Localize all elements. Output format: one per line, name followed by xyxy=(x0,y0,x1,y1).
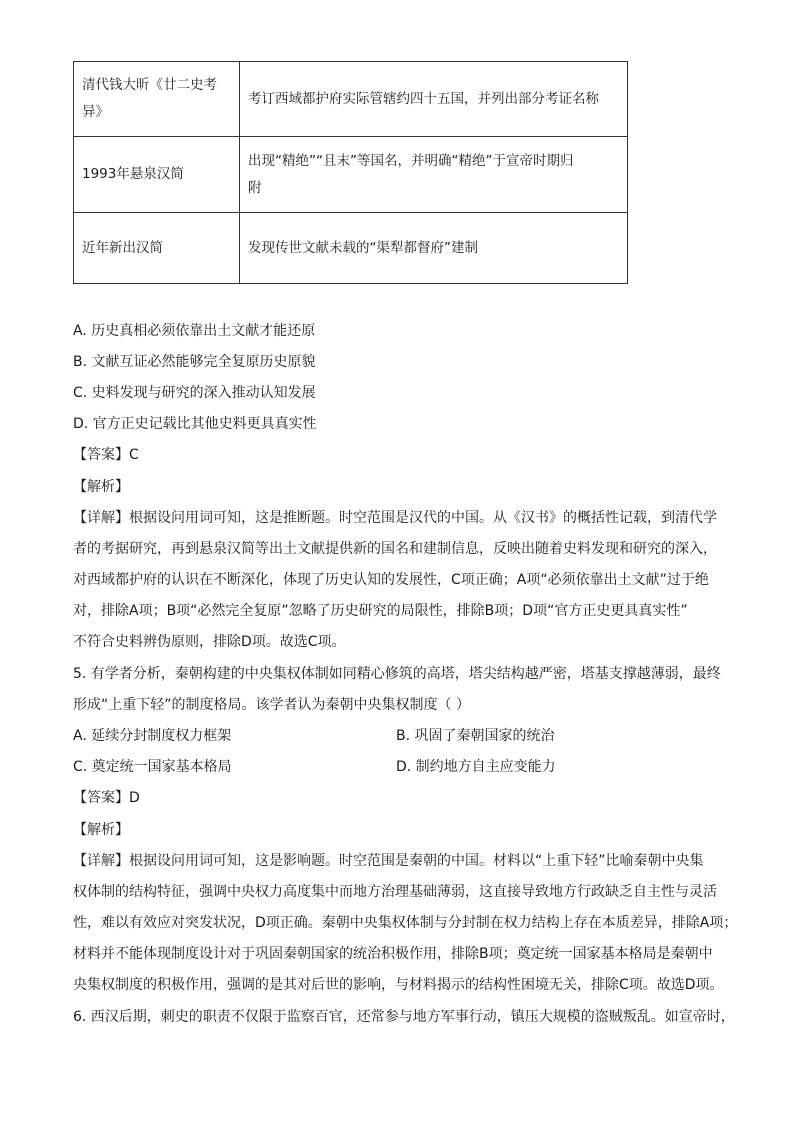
option-d: D. 制约地方自主应变能力 xyxy=(396,759,556,775)
table-row xyxy=(74,213,628,284)
table-cell-source: 清代钱大昕《廿二史考异》 xyxy=(74,62,240,137)
option-d: D. 官方正史记载比其他史料更具真实性 xyxy=(73,416,317,432)
question-stem: 5. 有学者分析，秦朝构建的中央集权体制如同精心修筑的高塔，塔尖结构越严密，塔基支撑越薄弱，最终 xyxy=(73,666,721,682)
option-a: A. 历史真相必须依靠出土文献才能还原 xyxy=(73,323,316,339)
analysis-label: 【解析】 xyxy=(73,479,129,495)
detail-line: 性，难以有效应对突发状况，D项正确。秦朝中央集权体制与分封制在权力结构上存在本质差异，排除A项； xyxy=(73,915,738,931)
table-cell-source: 近年新出汉简 xyxy=(74,213,240,284)
table-cell-content xyxy=(240,137,628,213)
option-b: B. 文献互证必然能够完全复原历史原貌 xyxy=(73,354,316,370)
detail-line: 【详解】根据设问用词可知，这是影响题。时空范围是秦朝的中国。材料以“上重下轻”比喻秦朝中央集 xyxy=(73,853,704,869)
table-cell-content-line: 附 xyxy=(248,179,262,196)
answer-label: 【答案】D xyxy=(73,790,140,806)
detail-line: 对，排除A项；B项“必然完全复原”忽略了历史研究的局限性，排除B项；D项“官方正史更具真实性” xyxy=(73,603,688,619)
answer-label: 【答案】C xyxy=(73,447,139,463)
table-row xyxy=(74,62,628,137)
table-cell-source: 1993年悬泉汉简 xyxy=(74,137,240,213)
detail-line: 材料并不能体现制度设计对于巩固秦朝国家的统治积极作用，排除B项；奠定统一国家基本格局是秦朝中 xyxy=(73,946,713,962)
question-stem: 形成“上重下轻”的制度格局。该学者认为秦朝中央集权制度（ ） xyxy=(73,697,470,713)
detail-line: 权体制的结构特征，强调中央权力高度集中而地方治理基础薄弱，这直接导致地方行政缺乏自主性与灵活 xyxy=(73,884,717,900)
detail-line: 央集权制度的积极作用，强调的是其对后世的影响，与材料揭示的结构性困境无关，排除C项。故选D项。 xyxy=(73,977,724,993)
table-cell-content: 发现传世文献未载的“渠犁都督府”建制 xyxy=(240,213,628,284)
detail-line: 者的考据研究，再到悬泉汉简等出土文献提供新的国名和建制信息，反映出随着史料发现和研究的深入， xyxy=(73,541,717,557)
table-cell-content: 考订西域都护府实际管辖约四十五国，并列出部分考证名称 xyxy=(240,62,628,137)
table-cell-content-line: 出现“精绝”“且末”等国名，并明确“精绝”于宣帝时期归 xyxy=(248,152,574,169)
analysis-label: 【解析】 xyxy=(73,822,129,838)
source-table xyxy=(73,61,628,284)
detail-line: 对西域都护府的认识在不断深化，体现了历史认知的发展性，C项正确；A项“必须依靠出土文献”过于绝 xyxy=(73,572,709,588)
option-a: A. 延续分封制度权力框架 xyxy=(73,728,232,744)
option-c: C. 奠定统一国家基本格局 xyxy=(73,759,232,775)
table-row xyxy=(74,137,628,213)
detail-line: 【详解】根据设问用词可知，这是推断题。时空范围是汉代的中国。从《汉书》的概括性记载，到清代学 xyxy=(73,510,717,526)
question-stem: 6. 西汉后期，刺史的职责不仅限于监察百官，还常参与地方军事行动，镇压大规模的盗贼叛乱。如宣帝时， xyxy=(73,1009,735,1025)
option-b: B. 巩固了秦朝国家的统治 xyxy=(396,728,555,744)
option-c: C. 史料发现与研究的深入推动认知发展 xyxy=(73,385,316,401)
detail-line: 不符合史料辨伪原则，排除D项。故选C项。 xyxy=(73,634,346,650)
